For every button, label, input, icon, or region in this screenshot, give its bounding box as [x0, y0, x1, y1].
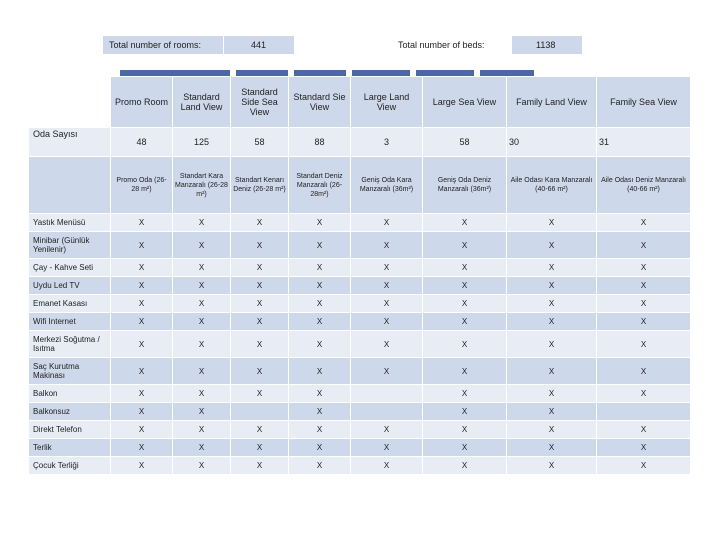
amenity-row — [29, 358, 691, 385]
amenity-row — [29, 214, 691, 232]
amenity-mark: X — [173, 259, 231, 277]
amenity-mark: X — [597, 358, 691, 385]
amenity-row — [29, 232, 691, 259]
amenity-name: Uydu Led TV — [29, 277, 111, 295]
room-count-value: 30 — [507, 128, 597, 157]
room-count-value: 58 — [231, 128, 289, 157]
amenity-name: Çocuk Terliği — [29, 457, 111, 475]
amenity-name: Merkezi Soğutma / Isıtma — [29, 331, 111, 358]
amenity-mark: X — [173, 439, 231, 457]
total-beds-value: 1138 — [536, 40, 556, 50]
amenity-mark: X — [507, 385, 597, 403]
amenity-mark: X — [597, 457, 691, 475]
total-rooms-value: 441 — [251, 40, 267, 50]
amenity-mark: X — [597, 439, 691, 457]
room-description: Geniş Oda Kara Manzaralı (36m²) — [351, 157, 423, 214]
amenity-name: Balkon — [29, 385, 111, 403]
room-count-value: 31 — [597, 128, 691, 157]
amenity-mark: X — [289, 385, 351, 403]
amenity-name: Minibar (Günlük Yenilenir) — [29, 232, 111, 259]
amenity-mark: X — [173, 385, 231, 403]
amenity-mark: X — [231, 457, 289, 475]
amenity-mark: X — [423, 295, 507, 313]
amenity-mark: X — [423, 457, 507, 475]
room-type-header: Large Sea View — [423, 77, 507, 128]
room-type-header: Standard Sie View — [289, 77, 351, 128]
amenity-mark: X — [173, 214, 231, 232]
room-type-header: Promo Room — [111, 77, 173, 128]
amenity-mark: X — [351, 214, 423, 232]
amenity-mark — [351, 385, 423, 403]
room-description: Geniş Oda Deniz Manzaralı (36m²) — [423, 157, 507, 214]
room-count-label-cell — [29, 128, 111, 157]
amenity-mark: X — [111, 295, 173, 313]
amenity-mark: X — [597, 277, 691, 295]
room-count-value: 48 — [111, 128, 173, 157]
amenity-mark: X — [507, 313, 597, 331]
amenity-mark: X — [289, 313, 351, 331]
amenity-mark: X — [231, 295, 289, 313]
amenity-row — [29, 457, 691, 475]
amenity-mark: X — [289, 232, 351, 259]
amenity-mark: X — [111, 232, 173, 259]
room-count-row — [29, 128, 691, 157]
amenity-mark: X — [507, 214, 597, 232]
amenity-mark: X — [507, 403, 597, 421]
amenity-mark: X — [173, 457, 231, 475]
room-type-header: Standard Land View — [173, 77, 231, 128]
amenity-mark: X — [111, 214, 173, 232]
amenity-mark: X — [173, 421, 231, 439]
amenity-mark: X — [351, 277, 423, 295]
amenity-mark: X — [351, 358, 423, 385]
amenity-mark: X — [173, 331, 231, 358]
amenity-mark: X — [507, 259, 597, 277]
total-beds-label: Total number of beds: — [398, 40, 485, 50]
amenity-mark: X — [597, 295, 691, 313]
amenity-mark: X — [351, 421, 423, 439]
amenity-row — [29, 259, 691, 277]
room-type-header: Family Land View — [507, 77, 597, 128]
amenity-mark: X — [507, 439, 597, 457]
amenity-mark: X — [173, 313, 231, 331]
amenity-mark: X — [351, 457, 423, 475]
amenity-mark: X — [173, 358, 231, 385]
amenity-mark: X — [423, 331, 507, 358]
amenity-mark: X — [507, 295, 597, 313]
room-type-header: Large Land View — [351, 77, 423, 128]
amenity-mark: X — [231, 259, 289, 277]
amenity-mark: X — [231, 385, 289, 403]
amenity-mark: X — [507, 277, 597, 295]
total-rooms-label-cell — [103, 36, 223, 54]
amenity-row — [29, 277, 691, 295]
total-beds-label-cell — [392, 36, 510, 54]
amenity-mark: X — [507, 232, 597, 259]
amenity-mark: X — [173, 295, 231, 313]
description-label-cell — [29, 157, 111, 214]
amenity-mark — [231, 403, 289, 421]
amenity-mark: X — [423, 232, 507, 259]
room-description: Standart Deniz Manzaralı (26-28m²) — [289, 157, 351, 214]
amenity-mark: X — [111, 331, 173, 358]
amenity-mark: X — [597, 313, 691, 331]
amenity-row — [29, 439, 691, 457]
amenity-mark: X — [289, 457, 351, 475]
total-beds-value-cell — [512, 36, 582, 54]
amenity-row — [29, 403, 691, 421]
room-count-value: 58 — [423, 128, 507, 157]
amenity-mark: X — [597, 232, 691, 259]
amenity-mark — [597, 403, 691, 421]
amenity-mark: X — [111, 403, 173, 421]
amenity-row — [29, 313, 691, 331]
amenity-mark: X — [111, 439, 173, 457]
amenity-row — [29, 295, 691, 313]
amenity-mark: X — [423, 259, 507, 277]
total-rooms-label: Total number of rooms: — [109, 40, 202, 50]
amenity-mark: X — [351, 295, 423, 313]
amenity-mark: X — [423, 313, 507, 331]
amenity-name: Çay - Kahve Seti — [29, 259, 111, 277]
amenity-mark: X — [289, 331, 351, 358]
corner-cell — [29, 77, 111, 128]
amenity-mark: X — [289, 358, 351, 385]
room-type-header-row — [29, 77, 691, 128]
amenity-row — [29, 331, 691, 358]
amenity-name: Saç Kurutma Makinası — [29, 358, 111, 385]
amenity-mark: X — [351, 331, 423, 358]
amenity-mark: X — [597, 331, 691, 358]
amenity-mark: X — [423, 421, 507, 439]
room-count-value: 3 — [351, 128, 423, 157]
amenity-mark: X — [111, 277, 173, 295]
room-features-table — [28, 76, 691, 475]
amenity-mark — [351, 403, 423, 421]
amenity-mark: X — [423, 385, 507, 403]
amenity-mark: X — [289, 421, 351, 439]
amenity-name: Yastık Menüsü — [29, 214, 111, 232]
room-description: Standart Kara Manzaralı (26-28 m²) — [173, 157, 231, 214]
amenity-mark: X — [173, 277, 231, 295]
room-count-value: 125 — [173, 128, 231, 157]
amenity-mark: X — [289, 403, 351, 421]
amenity-mark: X — [231, 313, 289, 331]
amenity-mark: X — [289, 214, 351, 232]
room-description: Aile Odası Kara Manzaralı (40-66 m²) — [507, 157, 597, 214]
amenity-mark: X — [507, 457, 597, 475]
room-description: Aile Odası Deniz Manzaralı (40-66 m²) — [597, 157, 691, 214]
amenity-mark: X — [231, 232, 289, 259]
amenity-row — [29, 385, 691, 403]
amenity-mark: X — [351, 232, 423, 259]
room-count-value: 88 — [289, 128, 351, 157]
amenity-mark: X — [289, 259, 351, 277]
amenity-mark: X — [423, 403, 507, 421]
amenity-mark: X — [231, 331, 289, 358]
amenity-mark: X — [111, 259, 173, 277]
room-description-row — [29, 157, 691, 214]
amenity-mark: X — [507, 331, 597, 358]
amenity-mark: X — [231, 421, 289, 439]
amenity-mark: X — [423, 439, 507, 457]
amenity-mark: X — [351, 259, 423, 277]
amenity-mark: X — [423, 358, 507, 385]
amenity-mark: X — [111, 421, 173, 439]
total-rooms-value-cell — [224, 36, 294, 54]
amenity-mark: X — [289, 295, 351, 313]
amenity-mark: X — [231, 214, 289, 232]
room-description: Promo Oda (26-28 m²) — [111, 157, 173, 214]
amenity-row — [29, 421, 691, 439]
amenity-name: Emanet Kasası — [29, 295, 111, 313]
amenity-mark: X — [231, 439, 289, 457]
room-type-header: Family Sea View — [597, 77, 691, 128]
amenity-mark: X — [111, 457, 173, 475]
amenity-name: Wifi Internet — [29, 313, 111, 331]
room-type-header: Standard Side Sea View — [231, 77, 289, 128]
amenity-mark: X — [111, 358, 173, 385]
amenity-mark: X — [351, 313, 423, 331]
amenity-mark: X — [597, 214, 691, 232]
room-count-label: Oda Sayısı — [33, 129, 78, 139]
amenity-name: Balkonsuz — [29, 403, 111, 421]
amenity-mark: X — [423, 214, 507, 232]
amenity-mark: X — [507, 421, 597, 439]
room-description: Standart Kenarı Deniz (26-28 m²) — [231, 157, 289, 214]
amenity-mark: X — [597, 259, 691, 277]
amenity-mark: X — [173, 232, 231, 259]
amenity-name: Terlik — [29, 439, 111, 457]
amenity-mark: X — [111, 385, 173, 403]
amenity-mark: X — [289, 439, 351, 457]
amenity-mark: X — [111, 313, 173, 331]
amenity-name: Direkt Telefon — [29, 421, 111, 439]
amenity-mark: X — [597, 421, 691, 439]
amenity-mark: X — [231, 277, 289, 295]
amenity-mark: X — [173, 403, 231, 421]
amenity-mark: X — [289, 277, 351, 295]
amenity-mark: X — [423, 277, 507, 295]
amenity-mark: X — [507, 358, 597, 385]
amenity-mark: X — [231, 358, 289, 385]
amenity-mark: X — [351, 439, 423, 457]
amenity-mark: X — [597, 385, 691, 403]
